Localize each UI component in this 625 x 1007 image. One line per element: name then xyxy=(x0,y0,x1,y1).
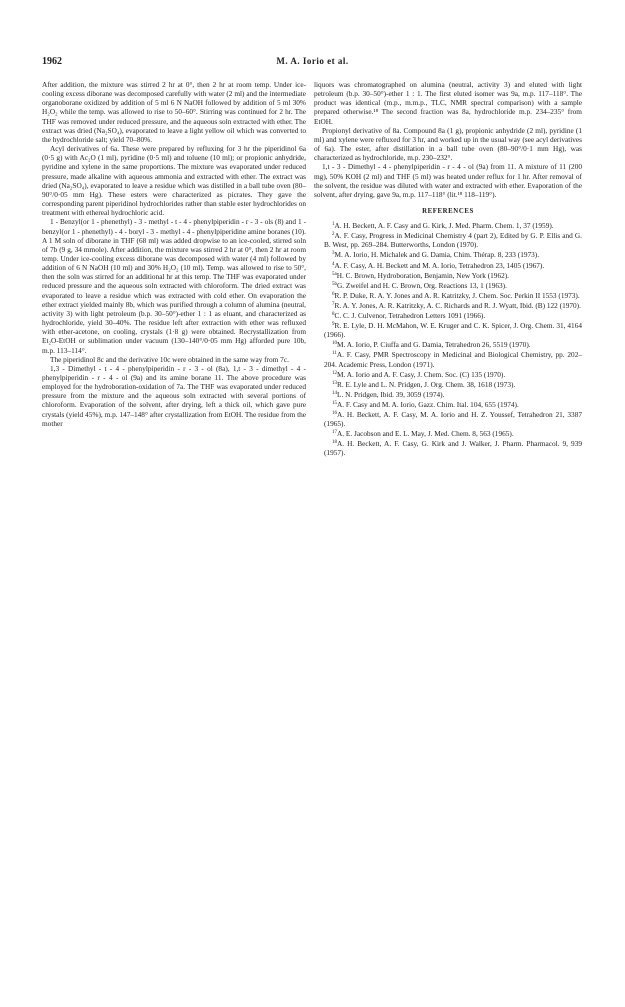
reference-item xyxy=(314,220,582,230)
reference-text: A. H. Beckett, A. F. Casy, M. A. Iorio and H. Z. Youssef, Tetrahedron 21, 3387 (1965). xyxy=(324,409,582,429)
paragraph: After addition, the mixture was stirred 2 hr at 0°, then 2 hr at room temp. Under ice-cooling excess diborane was decomposed carefully with water (2 ml) and the intermediate organoborane oxidized by addition of 5 ml 6 N NaOH followed by addition of 5 ml 30% H₂O₂ while the temp. was allowed to rise to 50–60°. Stirring was continued for 2 hr. The THF was removed under reduced pressure, and the aqueous soln extracted with ether. The extract was dried (Na₂SO₄), evaporated to leave a light yellow oil which was converted to the hydrochloride salt; yield 70–80%. xyxy=(42,80,306,144)
reference-text: A. E. Jacobson and E. L. May, J. Med. Chem. 8, 563 (1965). xyxy=(337,429,514,439)
reference-number: 14 xyxy=(332,390,337,396)
reference-item xyxy=(314,320,582,339)
reference-item xyxy=(314,260,582,270)
reference-number: 5a xyxy=(332,271,337,277)
reference-item xyxy=(314,369,582,379)
reference-text: A. H. Beckett, A. F. Casy and G. Kirk, J. Med. Pharm. Chem. 1, 37 (1959). xyxy=(334,221,554,231)
paragraph: 1,t - 3 - Dimethyl - 4 - phenylpiperidin - r - 4 - ol (9a) from 11. A mixture of 11 (200 mg), 50% KOH (2 ml) and THF (5 ml) was heated under reflux for 1 hr. After removal of the solvent, the residue was diluted with water and extracted with ether. Evaporation of the solvent, after drying, gave 9a, m.p. 117–118° (lit.¹⁸ 118–119°). xyxy=(314,162,582,199)
reference-text: M. A. Iorio, P. Ciuffa and G. Damia, Tetrahedron 26, 5519 (1970). xyxy=(337,340,531,350)
reference-number: 13 xyxy=(332,380,337,386)
paragraph: liquors was chromatographed on alumina (neutral, activity 3) and eluted with light petroleum (b.p. 30–50°)-ether 1 : 1. The first eluted isomer was 9a, m.p. 117–118°. The product was identical (m.p., m.m.p., TLC, NMR spectral comparison) with a sample prepared otherwise.¹⁸ The second fraction was 8a, hydrochloride m.p. 234–235° from EtOH. xyxy=(314,80,582,126)
reference-number: 15 xyxy=(332,400,337,406)
reference-text: G. Zweifel and H. C. Brown, Org. Reactions 13, 1 (1963). xyxy=(337,280,507,290)
reference-number: 5b xyxy=(332,281,337,287)
reference-item xyxy=(314,339,582,349)
paragraph: 1,3 - Dimethyl - t - 4 - phenylpiperidin - r - 3 - ol (8a), 1,t - 3 - dimethyl - 4 - phenylpiperidin - r - 4 - ol (9a) and its amine borane 11. The above procedure was employed for the hydroboration-oxidation of 7a. The THF was evaporated under reduced pressure from the mixture and the aqueous soln extracted with several portions of chloroform. Evaporation of the solvent, after drying, left a thick oil, which gave pure crystals (yield 45%), m.p. 147–148° after crystallization from EtOH. The residue from the mother xyxy=(42,363,306,428)
paragraph: The piperidinol 8c and the derivative 10c were obtained in the same way from 7c. xyxy=(50,354,289,364)
paragraph: Acyl derivatives of 6a. These were prepared by refluxing for 3 hr the piperidinol 6a (0·5 g) with Ac₂O (1 ml), pyridine (0·5 ml) and toluene (10 ml); or propionic anhydride, pyridine and xylene in the same proportions. The mixture was evaporated under reduced pressure, made alkaline with aqueous ammonia and extracted with ether. The extract was dried (Na₂SO₄), evaporated to leave a residue which was distilled in a ball tube oven (80–90°/0·05 mm Hg). These esters were characterized as picrates. They gave the corresponding parent piperidinol hydrochlorides rather than stable ester hydrochlorides on treatment with ethereal hydrochloric acid. xyxy=(42,144,306,218)
left-column xyxy=(42,80,306,428)
reference-text: A. F. Casy, Progress in Medicinal Chemistry 4 (part 2), Edited by G. P. Ellis and G. B. West, pp. 269–284. Butterworths, London (1970). xyxy=(324,231,582,250)
reference-number: 6 xyxy=(332,291,335,297)
reference-number: 7 xyxy=(332,301,335,307)
reference-number: 11 xyxy=(332,351,337,357)
reference-number: 3 xyxy=(332,251,335,257)
reference-item xyxy=(314,300,582,310)
reference-item xyxy=(314,230,582,249)
reference-number: 12 xyxy=(332,370,337,376)
reference-text: M. A. Iorio, H. Michalek and G. Damia, Chim. Thérap. 8, 233 (1973). xyxy=(334,250,540,260)
reference-item xyxy=(314,249,582,259)
reference-item xyxy=(314,389,582,399)
reference-item xyxy=(314,349,582,368)
reference-item xyxy=(314,438,582,457)
reference-item xyxy=(314,280,582,290)
reference-text: L. N. Pridgen, Ibid. 39, 3059 (1974). xyxy=(337,389,445,399)
reference-text: R. A. Y. Jones, A. R. Katritzky, A. C. Richards and R. J. Wyatt, Ibid. (B) 122 (1970). xyxy=(334,300,581,310)
references-list xyxy=(314,220,582,457)
running-head: M. A. Iorio et al. xyxy=(276,56,349,66)
paragraph: 1 - Benzyl(or 1 - phenethyl) - 3 - methyl - t - 4 - phenylpiperidin - r - 3 - ols (8) and 1 - benzyl(or 1 - phenethyl) - 4 - boryl - 3 - methyl - 4 - phenylpiperidine amine boranes (10). A 1 M soln of diborane in THF (68 ml) was added dropwise to an ice-cooled, stirred soln of 7b (9 g, 34 mmole). After addition, the mixture was stirred 2 hr at 0°, then 2 hr at room temp. Under ice-cooling excess diborane was decomposed with water (4 ml) followed by addition of 6 N NaOH (10 ml) and 30% H₂O₂ (10 ml). Temp. was allowed to rise to 50°, then the soln was stirred for an additional hr at this temp. The THF was evaporated under reduced pressure and the aqueous soln extracted with chloroform. The dried extract was evaporated to leave a residue which was extracted with cold ether. On evaporation the ether extract yielded mainly 8b, which was purified through a column of alumina (neutral, activity 3) with light petroleum (b.p. 30–50°)-ether 1 : 1 as eluant, and characterized as hydrochloride, yield 30–40%. The residue left after extraction with ether was refluxed with ether-acetone, on cooling, crystals (1·8 g) were obtained. Recrystallization from Et₂O-EtOH or sublimation under vacuum (130–140°/0·05 mm Hg) afforded pure 10b, m.p. 113–114°. xyxy=(42,217,306,355)
reference-text: R. E. Lyle, D. H. McMahon, W. E. Kruger and C. K. Spicer, J. Org. Chem. 31, 4164 (1966). xyxy=(324,321,582,340)
reference-item xyxy=(314,270,582,280)
reference-number: 9 xyxy=(332,322,335,328)
reference-number: 8 xyxy=(332,312,335,318)
reference-number: 16 xyxy=(332,410,337,416)
reference-item xyxy=(314,399,582,409)
right-column xyxy=(314,80,582,457)
paragraph: Propionyl derivative of 8a. Compound 8a (1 g), propionic anhydride (2 ml), pyridine (1 ml) and xylene were refluxed for 3 hr, and worked up in the usual way (see acyl derivatives of 6a). The ester, after distillation in a ball tube oven (80–90°/0·1 mm Hg), was characterized as hydrochloride, m.p. 230–232°. xyxy=(314,125,582,163)
reference-text: A. F. Casy and M. A. Iorio, Gazz. Chim. Ital. 104, 655 (1974). xyxy=(337,399,519,409)
page-number: 1962 xyxy=(42,56,62,67)
reference-item xyxy=(314,379,582,389)
references-heading: REFERENCES xyxy=(422,208,474,216)
reference-text: A. F. Casy, PMR Spectroscopy in Medicinal and Biological Chemistry, pp. 202–204. Academic Press, London (1971). xyxy=(324,350,582,369)
reference-text: A. H. Beckett, A. F. Casy, G. Kirk and J. Walker, J. Pharm. Pharmacol. 9, 939 (1957). xyxy=(324,439,582,458)
reference-number: 18 xyxy=(332,440,337,446)
reference-text: H. C. Brown, Hydroboration, Benjamin, New York (1962). xyxy=(336,270,510,280)
reference-text: C. C. J. Culvenor, Tetrahedron Letters 1091 (1966). xyxy=(334,311,486,321)
reference-text: R. P. Duke, R. A. Y. Jones and A. R. Katritzky, J. Chem. Soc. Perkin II 1553 (1973). xyxy=(334,290,580,300)
reference-text: A. F. Casy, A. H. Beckett and M. A. Iorio, Tetrahedron 23, 1405 (1967). xyxy=(334,260,545,270)
reference-number: 10 xyxy=(332,341,337,347)
reference-number: 2 xyxy=(332,232,335,238)
reference-number: 17 xyxy=(332,430,337,436)
reference-item xyxy=(314,290,582,300)
reference-item xyxy=(314,409,582,428)
reference-text: M. A. Iorio and A. F. Casy, J. Chem. Soc. (C) 135 (1970). xyxy=(337,369,506,379)
reference-number: 1 xyxy=(332,222,335,228)
reference-text: R. E. Lyle and L. N. Pridgen, J. Org. Chem. 38, 1618 (1973). xyxy=(337,379,516,389)
reference-number: 4 xyxy=(332,261,335,267)
reference-item xyxy=(314,310,582,320)
reference-item xyxy=(314,428,582,438)
